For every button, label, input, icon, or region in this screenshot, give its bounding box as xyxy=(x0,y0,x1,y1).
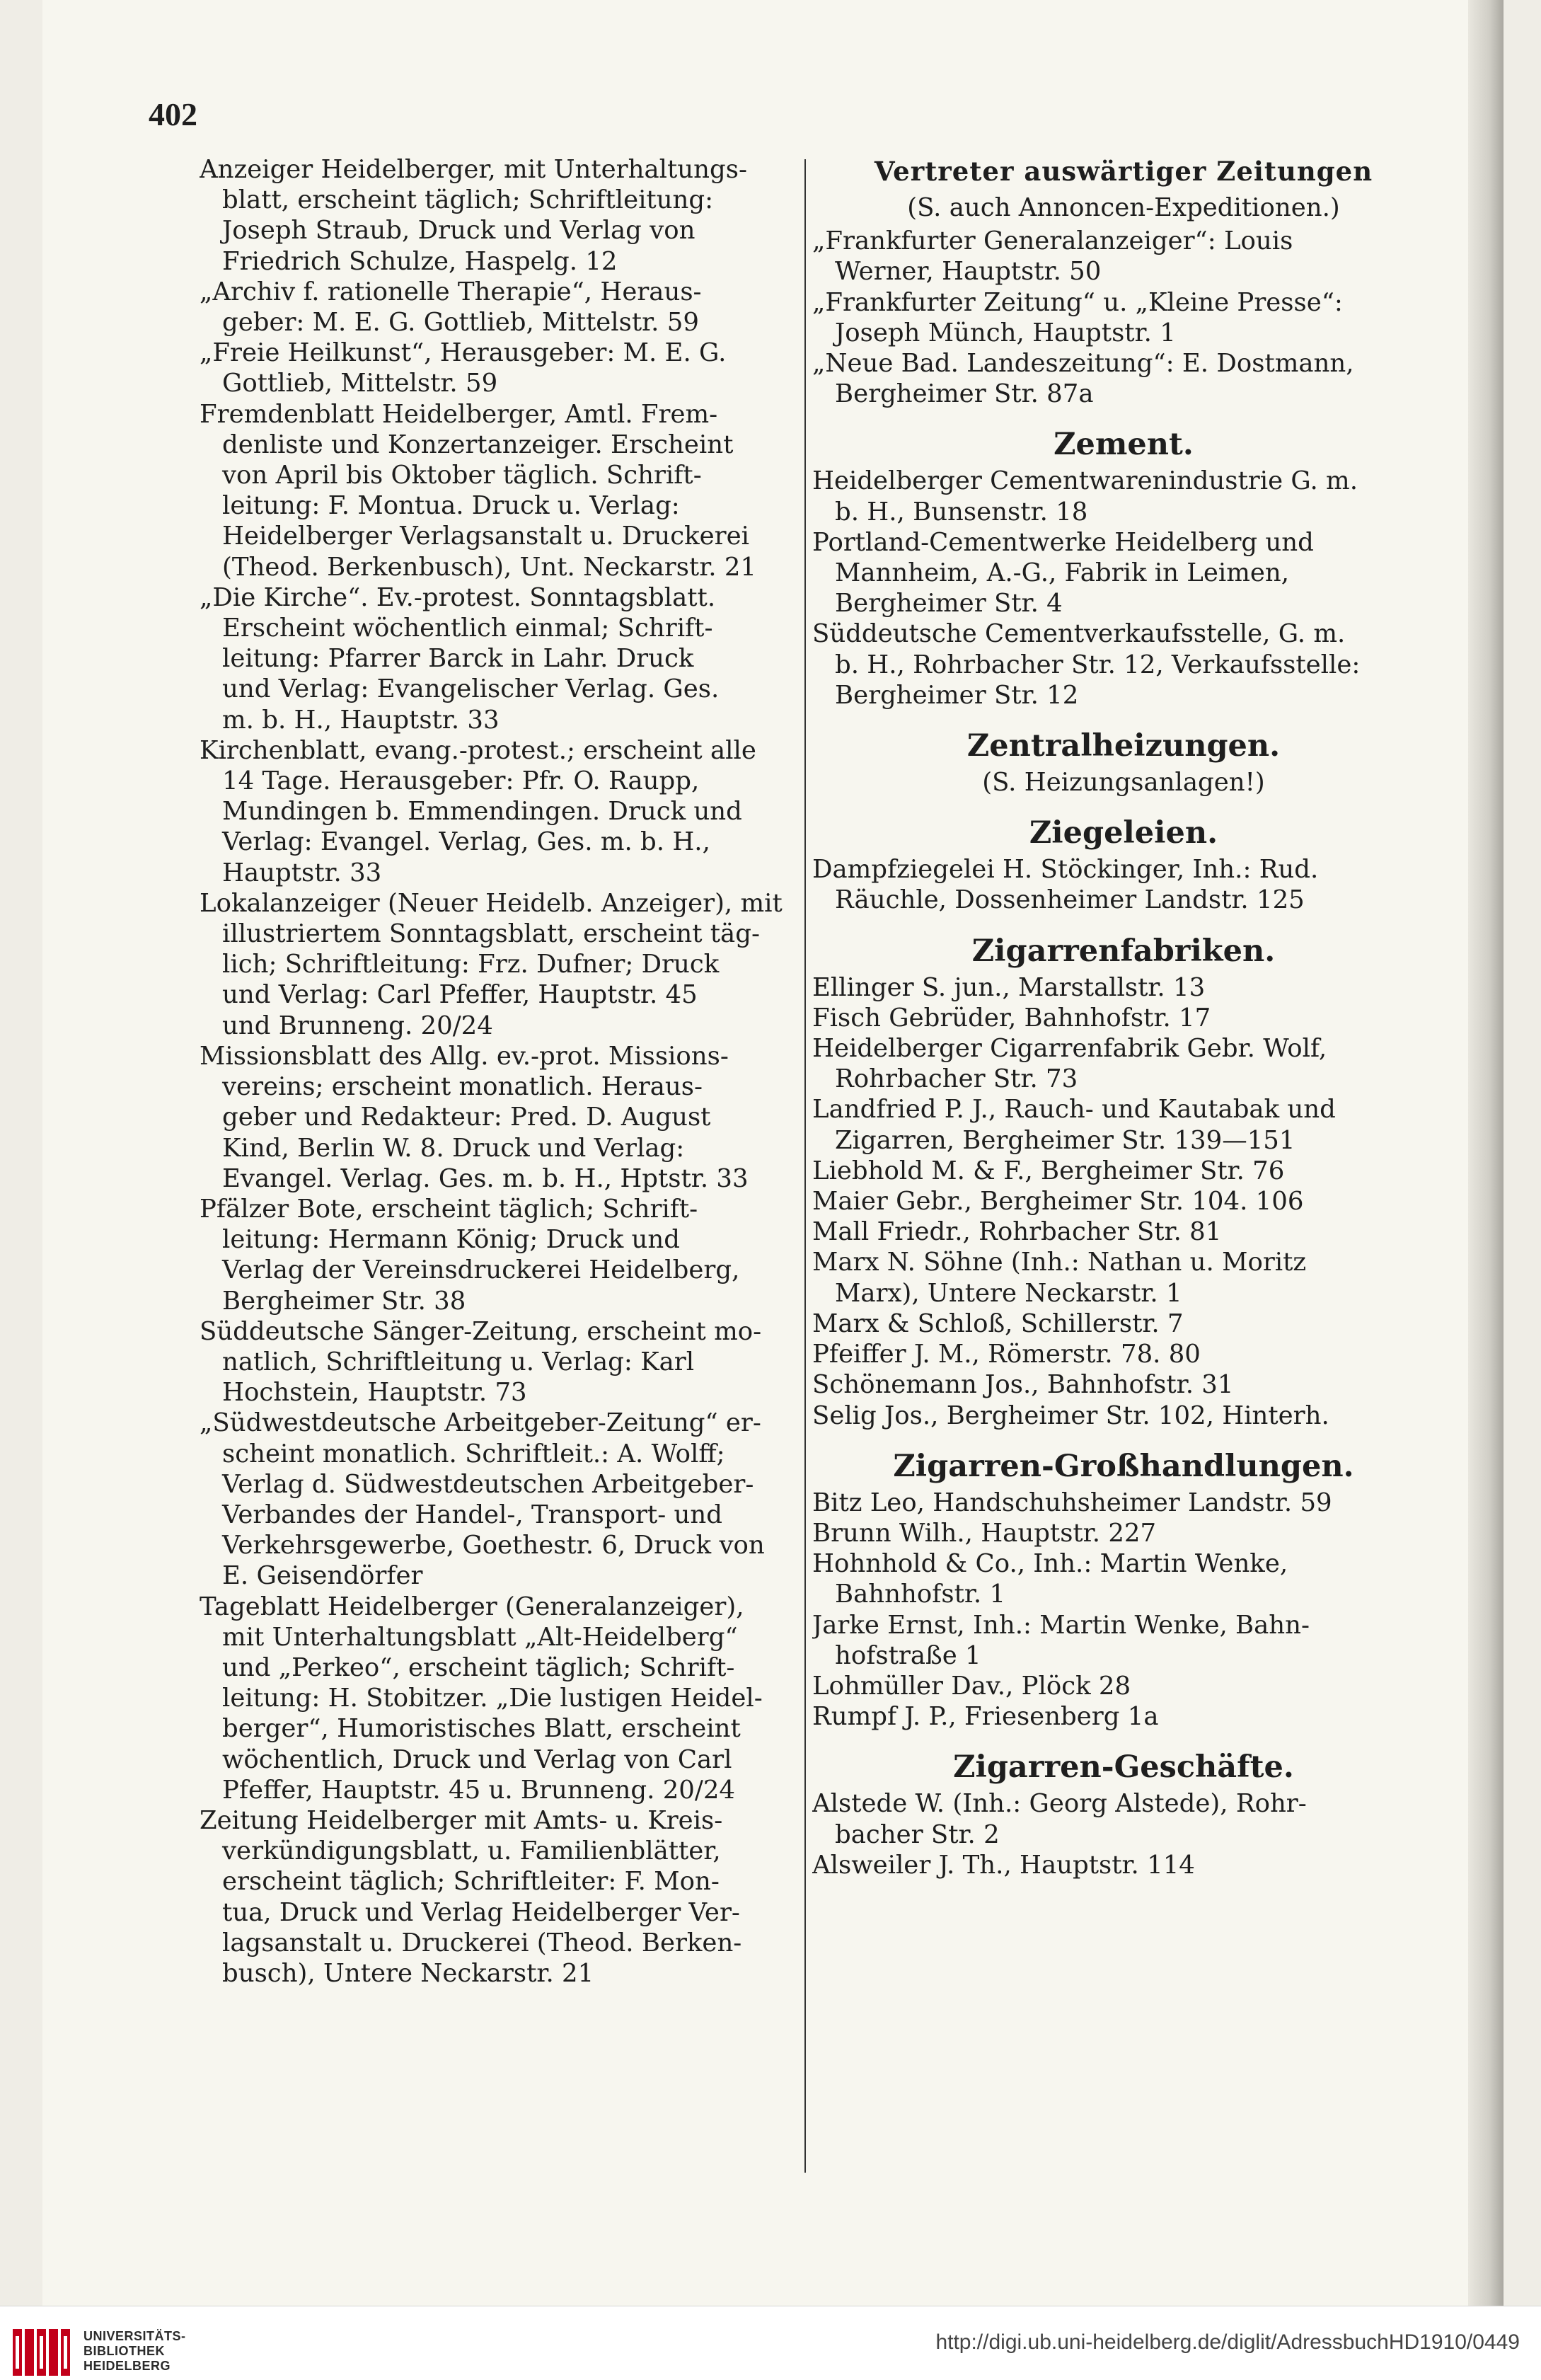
entry-line: und Verlag: Evangelischer Verlag. Ges. xyxy=(222,674,720,704)
entry-line: Süddeutsche Cementverkaufsstelle, G. m. xyxy=(812,619,1346,649)
directory-entry xyxy=(812,972,1435,1003)
entry-line: mit Unterhaltungsblatt „Alt-Heidelberg“ xyxy=(222,1622,738,1652)
section-note: (S. Heizungsanlagen!) xyxy=(982,768,1265,798)
entry-line: Evangel. Verlag. Ges. m. b. H., Hptstr. 33 xyxy=(222,1163,749,1193)
entry-line: Bahnhofstr. 1 xyxy=(835,1580,1006,1609)
directory-entry xyxy=(812,1217,1435,1247)
entry-line: Pfälzer Bote, erscheint täglich; Schrift- xyxy=(200,1194,698,1224)
entry-line: Mall Friedr., Rohrbacher Str. 81 xyxy=(812,1217,1222,1247)
entry-line: Rohrbacher Str. 73 xyxy=(835,1064,1078,1094)
directory-entry xyxy=(812,1309,1435,1339)
entry-line: leitung: F. Montua. Druck u. Verlag: xyxy=(222,491,680,521)
entry-line: Jarke Ernst, Inh.: Martin Wenke, Bahn- xyxy=(812,1610,1310,1640)
entry-line: und Brunneng. 20/24 xyxy=(222,1011,493,1040)
directory-entry xyxy=(812,1610,1435,1671)
entry-line: b. H., Bunsenstr. 18 xyxy=(835,497,1088,527)
left-column xyxy=(200,154,801,1989)
column-divider xyxy=(804,159,806,2173)
entry-line: Verlag der Vereinsdruckerei Heidelberg, xyxy=(222,1255,740,1285)
directory-entry xyxy=(200,582,801,735)
entry-line: „Neue Bad. Landeszeitung“: E. Dostmann, xyxy=(812,349,1354,379)
entry-line: E. Geisendörfer xyxy=(222,1561,423,1591)
section-note: (S. auch Annoncen-Expeditionen.) xyxy=(907,193,1340,222)
entry-line: Lokalanzeiger (Neuer Heidelb. Anzeiger), mit xyxy=(200,888,783,918)
entry-line: Anzeiger Heidelberger, mit Unterhaltungs- xyxy=(200,155,747,184)
entry-line: Hauptstr. 33 xyxy=(222,858,382,887)
entry-line: Rumpf J. P., Friesenberg 1a xyxy=(812,1702,1159,1732)
directory-entry xyxy=(200,1316,801,1408)
entry-line: lich; Schriftleitung: Frz. Dufner; Druck xyxy=(222,950,720,979)
entry-line: „Frankfurter Generalanzeiger“: Louis xyxy=(812,226,1293,256)
directory-entry xyxy=(812,1369,1435,1400)
directory-entry xyxy=(812,1401,1435,1431)
entry-line: Marx N. Söhne (Inh.: Nathan u. Moritz xyxy=(812,1248,1307,1277)
entry-line: Bergheimer Str. 12 xyxy=(835,680,1079,710)
entry-line: Verlag d. Südwestdeutschen Arbeitgeber- xyxy=(222,1469,754,1499)
entry-line: Lohmüller Dav., Plöck 28 xyxy=(812,1671,1131,1701)
entry-line: Fisch Gebrüder, Bahnhofstr. 17 xyxy=(812,1003,1211,1033)
directory-entry xyxy=(812,1788,1435,1849)
entry-line: „Archiv f. rationelle Therapie“, Heraus- xyxy=(200,277,702,306)
directory-entry xyxy=(200,154,801,277)
entry-line: Fremdenblatt Heidelberger, Amtl. Frem- xyxy=(200,399,718,429)
entry-line: verkündigungsblatt, u. Familienblätter, xyxy=(222,1836,721,1866)
entry-line: Friedrich Schulze, Haspelg. 12 xyxy=(222,246,618,276)
entry-line: Zigarren, Bergheimer Str. 139—151 xyxy=(835,1125,1295,1155)
directory-entry xyxy=(200,1041,801,1194)
section-heading: Zentralheizungen. xyxy=(966,728,1281,764)
entry-line: „Freie Heilkunst“, Herausgeber: M. E. G. xyxy=(200,338,727,368)
entry-line: lagsanstalt u. Druckerei (Theod. Berken- xyxy=(222,1928,742,1958)
entry-line: Süddeutsche Sänger-Zeitung, erscheint mo- xyxy=(200,1316,762,1346)
entry-line: Kind, Berlin W. 8. Druck und Verlag: xyxy=(222,1133,685,1163)
directory-entry xyxy=(812,287,1435,348)
entry-line: denliste und Konzertanzeiger. Erscheint xyxy=(222,430,734,459)
directory-entry xyxy=(200,1408,801,1591)
entry-line: illustriertem Sonntagsblatt, erscheint täg- xyxy=(222,919,760,949)
entry-line: geber: M. E. G. Gottlieb, Mittelstr. 59 xyxy=(222,308,699,338)
entry-line: Selig Jos., Bergheimer Str. 102, Hinterh. xyxy=(812,1401,1329,1430)
entry-line: 14 Tage. Herausgeber: Pfr. O. Raupp, xyxy=(222,766,700,796)
entry-line: Ellinger S. jun., Marstallstr. 13 xyxy=(812,972,1206,1002)
entry-line: leitung: H. Stobitzer. „Die lustigen Heidel- xyxy=(222,1684,763,1713)
source-url-link[interactable]: http://digi.ub.uni-heidelberg.de/diglit/AdressbuchHD1910/0449 xyxy=(935,2330,1520,2354)
entry-line: Marx), Untere Neckarstr. 1 xyxy=(835,1278,1182,1308)
entry-line: Hohnhold & Co., Inh.: Martin Wenke, xyxy=(812,1549,1288,1579)
directory-entry xyxy=(812,1850,1435,1880)
entry-line: leitung: Hermann König; Druck und xyxy=(222,1225,681,1255)
entry-line: Alsweiler J. Th., Hauptstr. 114 xyxy=(812,1850,1195,1880)
section-heading: Zigarrenfabriken. xyxy=(971,933,1276,969)
directory-entry xyxy=(812,348,1435,409)
entry-line: Räuchle, Dossenheimer Landstr. 125 xyxy=(835,885,1305,915)
university-library-logo-icon xyxy=(13,2329,71,2376)
entry-line: m. b. H., Hauptstr. 33 xyxy=(222,705,500,735)
directory-entry xyxy=(812,1033,1435,1094)
section-heading: Zigarren-Geschäfte. xyxy=(953,1749,1294,1786)
directory-entry xyxy=(200,735,801,888)
directory-entry xyxy=(812,1003,1435,1033)
entry-line: Kirchenblatt, evang.-protest.; erscheint alle xyxy=(200,735,756,765)
entry-line: Verbandes der Handel-, Transport- und xyxy=(222,1500,722,1529)
entry-line: (Theod. Berkenbusch), Unt. Neckarstr. 21 xyxy=(222,552,756,582)
directory-entry xyxy=(812,226,1435,287)
institution-line: BIBLIOTHEK xyxy=(83,2344,165,2358)
institution-name xyxy=(83,2329,186,2374)
entry-line: Erscheint wöchentlich einmal; Schrift- xyxy=(222,614,713,643)
entry-line: Bergheimer Str. 87a xyxy=(835,379,1094,409)
entry-line: Schönemann Jos., Bahnhofstr. 31 xyxy=(812,1370,1234,1400)
entry-line: Joseph Münch, Hauptstr. 1 xyxy=(835,318,1176,347)
directory-entry xyxy=(812,466,1435,527)
entry-line: Verkehrsgewerbe, Goethestr. 6, Druck von xyxy=(222,1531,765,1560)
entry-line: erscheint täglich; Schriftleiter: F. Mon- xyxy=(222,1867,720,1897)
entry-line: Heidelberger Cementwarenindustrie G. m. xyxy=(812,466,1358,496)
institution-line: UNIVERSITÄTS- xyxy=(83,2329,186,2343)
entry-line: Mundingen b. Emmendingen. Druck und xyxy=(222,797,742,827)
directory-entry xyxy=(200,399,801,582)
entry-line: Marx & Schloß, Schillerstr. 7 xyxy=(812,1309,1184,1338)
entry-line: Joseph Straub, Druck und Verlag von xyxy=(222,216,696,246)
entry-line: Brunn Wilh., Hauptstr. 227 xyxy=(812,1518,1157,1548)
entry-line: Verlag: Evangel. Verlag, Ges. m. b. H., xyxy=(222,827,710,857)
directory-entry xyxy=(200,338,801,398)
entry-line: „Südwestdeutsche Arbeitgeber-Zeitung“ er- xyxy=(200,1408,761,1438)
entry-line: leitung: Pfarrer Barck in Lahr. Druck xyxy=(222,644,694,674)
entry-line: Hochstein, Hauptstr. 73 xyxy=(222,1378,527,1408)
entry-line: Portland-Cementwerke Heidelberg und xyxy=(812,527,1314,557)
directory-entry xyxy=(200,1194,801,1316)
entry-line: Bitz Leo, Handschuhsheimer Landstr. 59 xyxy=(812,1488,1332,1517)
entry-line: hofstraße 1 xyxy=(835,1640,981,1670)
entry-line: Missionsblatt des Allg. ev.-prot. Missions- xyxy=(200,1041,729,1071)
directory-entry xyxy=(812,1247,1435,1308)
entry-line: wöchentlich, Druck und Verlag von Carl xyxy=(222,1744,732,1774)
directory-entry xyxy=(812,619,1435,711)
directory-entry xyxy=(812,1548,1435,1609)
entry-line: Gottlieb, Mittelstr. 59 xyxy=(222,369,498,398)
right-column xyxy=(812,154,1435,1880)
entry-line: Landfried P. J., Rauch- und Kautabak und xyxy=(812,1095,1336,1125)
directory-entry xyxy=(812,1186,1435,1217)
directory-entry xyxy=(200,1805,801,1989)
directory-entry xyxy=(812,527,1435,619)
directory-entry xyxy=(200,888,801,1041)
entry-line: Tageblatt Heidelberger (Generalanzeiger), xyxy=(200,1592,744,1621)
directory-entry xyxy=(812,1701,1435,1732)
entry-line: Alstede W. (Inh.: Georg Alstede), Rohr- xyxy=(812,1789,1307,1819)
page-number: 402 xyxy=(149,96,197,132)
section-heading: Zigarren-Großhandlungen. xyxy=(893,1448,1354,1484)
directory-entry xyxy=(812,1671,1435,1701)
section-heading: Vertreter auswärtiger Zeitungen xyxy=(874,156,1373,187)
entry-line: von April bis Oktober täglich. Schrift- xyxy=(222,461,702,490)
entry-line: Maier Gebr., Bergheimer Str. 104. 106 xyxy=(812,1187,1304,1217)
entry-line: Pfeffer, Hauptstr. 45 u. Brunneng. 20/24 xyxy=(222,1775,736,1805)
entry-line: tua, Druck und Verlag Heidelberger Ver- xyxy=(222,1897,740,1927)
institution-line: HEIDELBERG xyxy=(83,2359,171,2373)
entry-line: Heidelberger Verlagsanstalt u. Druckerei xyxy=(222,522,749,551)
entry-line: scheint monatlich. Schriftleit.: A. Wolff; xyxy=(222,1439,725,1468)
entry-line: busch), Untere Neckarstr. 21 xyxy=(222,1958,594,1988)
directory-entry xyxy=(812,1339,1435,1369)
entry-line: Pfeiffer J. M., Römerstr. 78. 80 xyxy=(812,1340,1201,1369)
directory-entry xyxy=(812,1518,1435,1548)
entry-line: Dampfziegelei H. Stöckinger, Inh.: Rud. xyxy=(812,855,1319,885)
viewer-footer xyxy=(0,2306,1541,2380)
entry-line: bacher Str. 2 xyxy=(835,1820,1000,1849)
entry-line: „Die Kirche“. Ev.-protest. Sonntagsblatt. xyxy=(200,582,716,612)
entry-line: Bergheimer Str. 38 xyxy=(222,1286,466,1316)
section-heading: Zement. xyxy=(1054,427,1194,463)
entry-line: Liebhold M. & F., Bergheimer Str. 76 xyxy=(812,1156,1285,1185)
entry-line: „Frankfurter Zeitung“ u. „Kleine Presse“: xyxy=(812,287,1343,317)
entry-line: geber und Redakteur: Pred. D. August xyxy=(222,1103,711,1132)
entry-line: Werner, Hauptstr. 50 xyxy=(835,257,1102,287)
entry-line: Heidelberger Cigarrenfabrik Gebr. Wolf, xyxy=(812,1034,1327,1064)
directory-entry xyxy=(812,1094,1435,1155)
entry-line: b. H., Rohrbacher Str. 12, Verkaufsstelle: xyxy=(835,650,1361,679)
entry-line: blatt, erscheint täglich; Schriftleitung: xyxy=(222,185,714,215)
entry-line: Bergheimer Str. 4 xyxy=(835,589,1063,619)
entry-line: natlich, Schriftleitung u. Verlag: Karl xyxy=(222,1347,695,1376)
page-edge xyxy=(1468,0,1504,2379)
entry-line: und Verlag: Carl Pfeffer, Hauptstr. 45 xyxy=(222,980,698,1010)
entry-line: Mannheim, A.-G., Fabrik in Leimen, xyxy=(835,558,1290,588)
entry-line: berger“, Humoristisches Blatt, erscheint xyxy=(222,1714,741,1744)
directory-entry xyxy=(812,854,1435,915)
entry-line: Zeitung Heidelberger mit Amts- u. Kreis- xyxy=(200,1805,723,1835)
directory-entry xyxy=(812,1488,1435,1518)
directory-entry xyxy=(200,277,801,338)
entry-line: vereins; erscheint monatlich. Heraus- xyxy=(222,1072,703,1102)
entry-line: und „Perkeo“, erscheint täglich; Schrift- xyxy=(222,1652,735,1682)
directory-entry xyxy=(812,1156,1435,1186)
section-heading: Ziegeleien. xyxy=(1029,815,1218,851)
directory-entry xyxy=(200,1592,801,1805)
